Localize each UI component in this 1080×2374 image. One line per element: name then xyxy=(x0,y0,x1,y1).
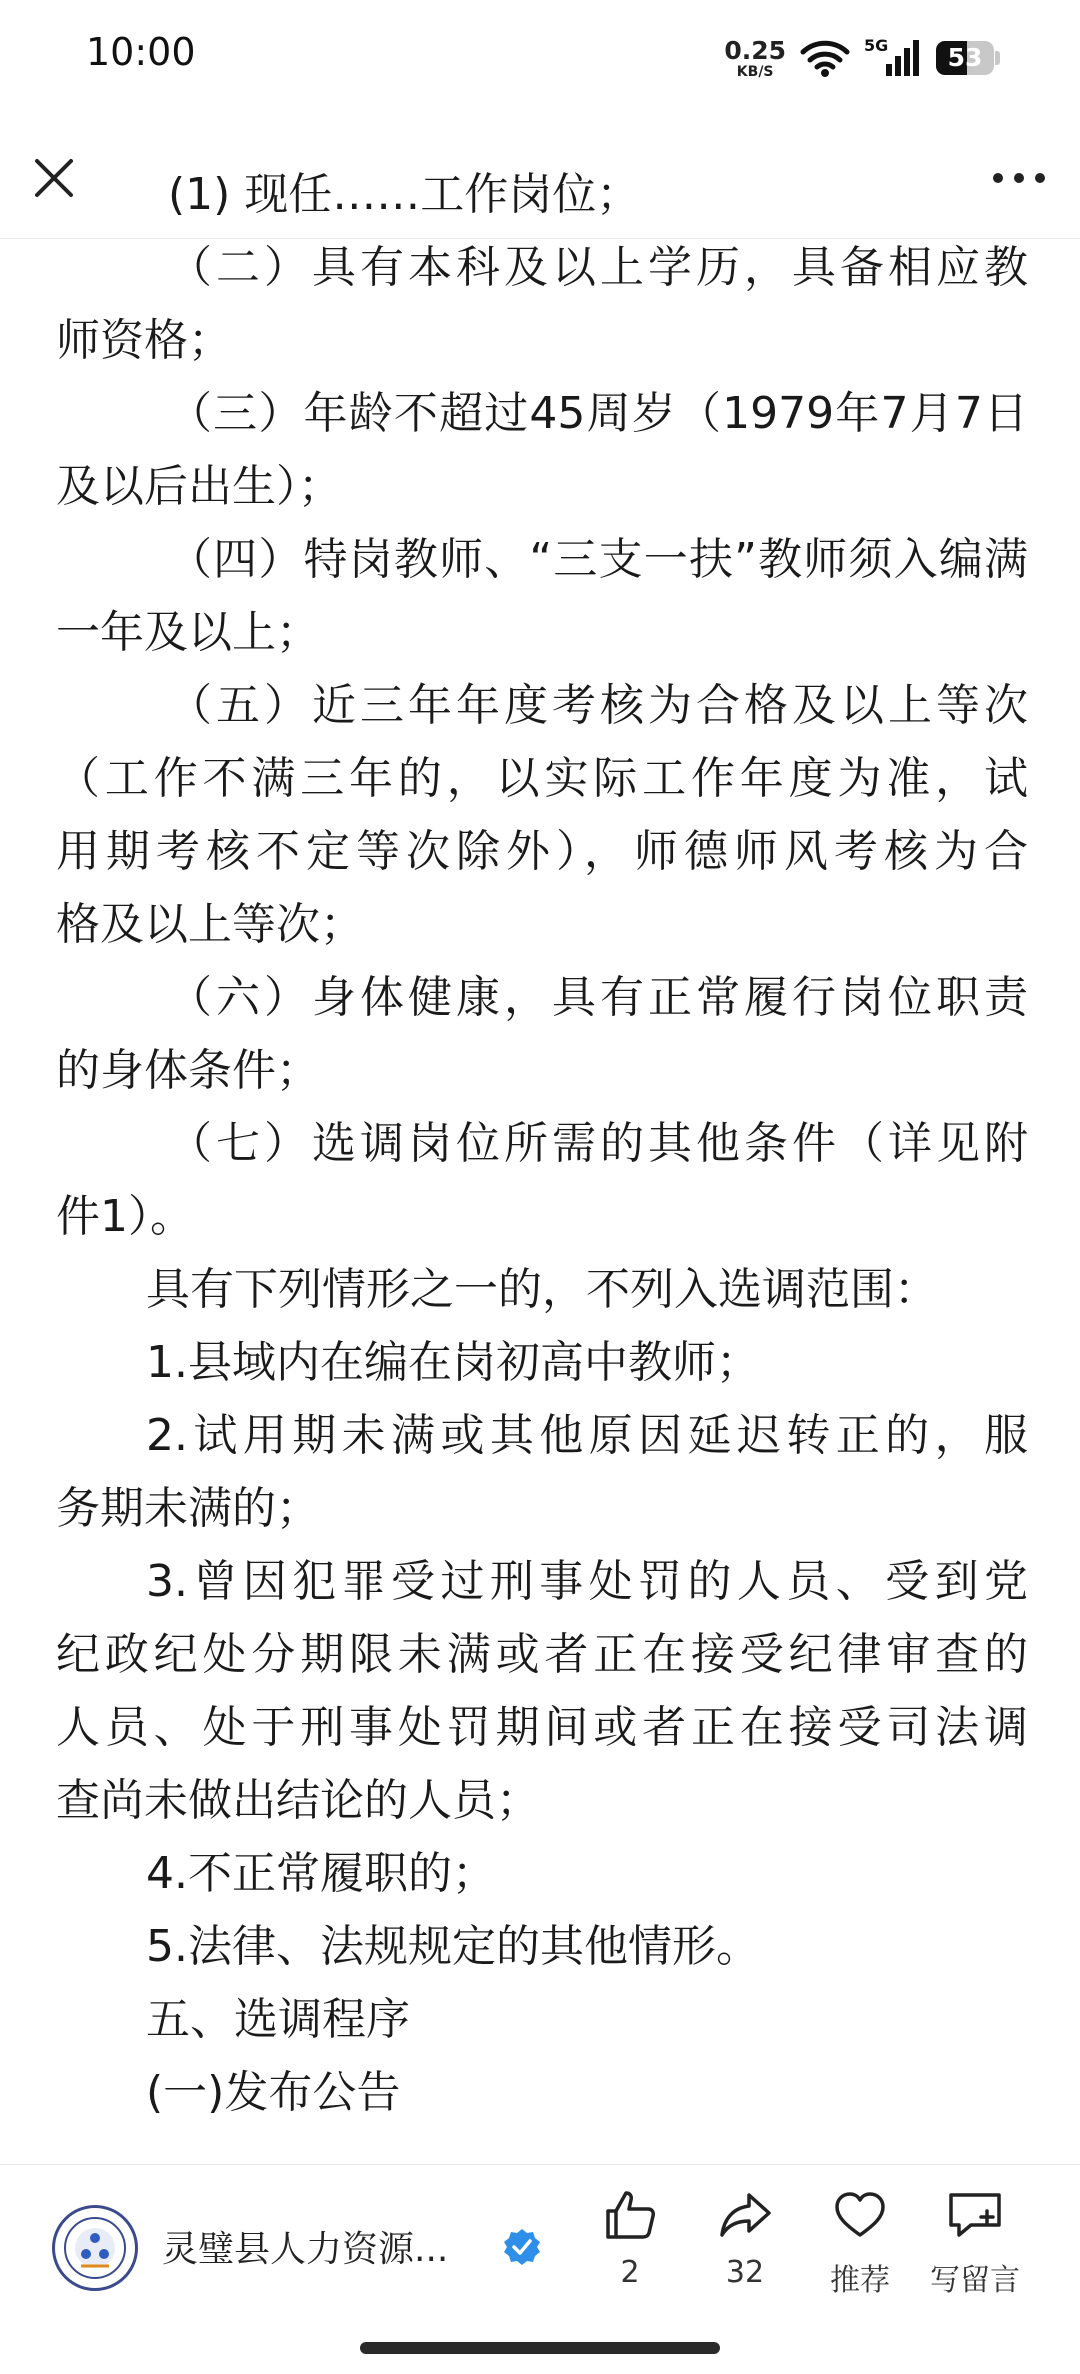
article-line: （工作不满三年的，以实际工作年度为准，试 xyxy=(56,753,1028,804)
article-line: 师资格； xyxy=(56,315,232,366)
status-time: 10:00 xyxy=(86,30,196,74)
recommend-button[interactable] xyxy=(805,2187,915,2317)
article-line: 务期未满的； xyxy=(56,1483,320,1534)
cellular-signal-icon xyxy=(864,38,922,78)
share-button[interactable] xyxy=(690,2187,800,2317)
article-line: 件1）。 xyxy=(56,1191,194,1242)
article-line: 3.曾因犯罪受过刑事处罚的人员、受到党 xyxy=(146,1556,1028,1607)
article-line: 人员、处于刑事处罚期间或者正在接受司法调 xyxy=(56,1702,1028,1753)
article-line: 1.县域内在编在岗初高中教师； xyxy=(146,1337,760,1388)
article-line: 格及以上等次； xyxy=(56,899,364,950)
article-line: 4.不正常履职的； xyxy=(146,1848,496,1899)
verified-badge-icon xyxy=(502,2227,542,2267)
article-line: （六）身体健康，具有正常履行岗位职责 xyxy=(168,972,1028,1023)
account-avatar[interactable] xyxy=(52,2205,138,2291)
like-button[interactable] xyxy=(575,2187,685,2317)
battery-level: 53 xyxy=(947,43,983,72)
recommend-label: 推荐 xyxy=(830,2263,890,2298)
network-type: 5G xyxy=(864,36,889,55)
network-speed-value: 0.25 xyxy=(724,35,786,65)
bottom-action-bar xyxy=(0,2164,1080,2329)
write-comment-button[interactable] xyxy=(920,2187,1030,2317)
write-comment-label: 写留言 xyxy=(930,2263,1020,2298)
heart-icon xyxy=(832,2187,888,2243)
article-line: （七）选调岗位所需的其他条件（详见附 xyxy=(168,1118,1028,1169)
article-line: 的身体条件； xyxy=(56,1045,320,1096)
article-line: 纪政纪处分期限未满或者正在接受纪律审查的 xyxy=(56,1629,1028,1680)
article-line: 五、选调程序 xyxy=(146,1994,410,2045)
share-arrow-icon xyxy=(717,2187,773,2243)
battery-icon xyxy=(936,41,1000,75)
share-count: 32 xyxy=(725,2255,765,2290)
article-text xyxy=(56,158,1028,2129)
article-line: 一年及以上； xyxy=(56,607,320,658)
network-speed xyxy=(724,35,786,80)
article-line: （三）年龄不超过45周岁（1979年7月7日 xyxy=(168,388,1028,439)
article-line: （四）特岗教师、“三支一扶”教师须入编满 xyxy=(168,534,1028,585)
article-line: （五）近三年年度考核为合格及以上等次 xyxy=(168,680,1028,731)
wifi-icon xyxy=(800,38,850,78)
like-count: 2 xyxy=(620,2255,640,2290)
network-speed-unit: KB/S xyxy=(736,63,774,80)
comment-add-icon xyxy=(945,2187,1005,2243)
account-logo-icon xyxy=(55,2208,135,2288)
article-line: 及以后出生）； xyxy=(56,461,342,512)
thumbs-up-icon xyxy=(602,2187,658,2243)
article-line: 查尚未做出结论的人员； xyxy=(56,1775,540,1826)
article-line: 具有下列情形之一的，不列入选调范围： xyxy=(146,1264,938,1315)
status-bar xyxy=(0,0,1080,120)
article-body xyxy=(56,169,1028,2164)
article-line: 2.试用期未满或其他原因延迟转正的，服 xyxy=(146,1410,1028,1461)
account-name[interactable]: 灵璧县人力资源... xyxy=(162,2229,449,2270)
article-line: (1) 现任……工作岗位； xyxy=(168,169,641,220)
status-icons xyxy=(724,34,1000,82)
home-indicator[interactable] xyxy=(360,2342,720,2354)
article-line: 用期考核不定等次除外），师德师风考核为合 xyxy=(56,826,1028,877)
article-line: （二）具有本科及以上学历，具备相应教 xyxy=(168,242,1028,293)
article-line: 5.法律、法规规定的其他情形。 xyxy=(146,1921,760,1972)
article-line: (一)发布公告 xyxy=(146,2067,401,2118)
